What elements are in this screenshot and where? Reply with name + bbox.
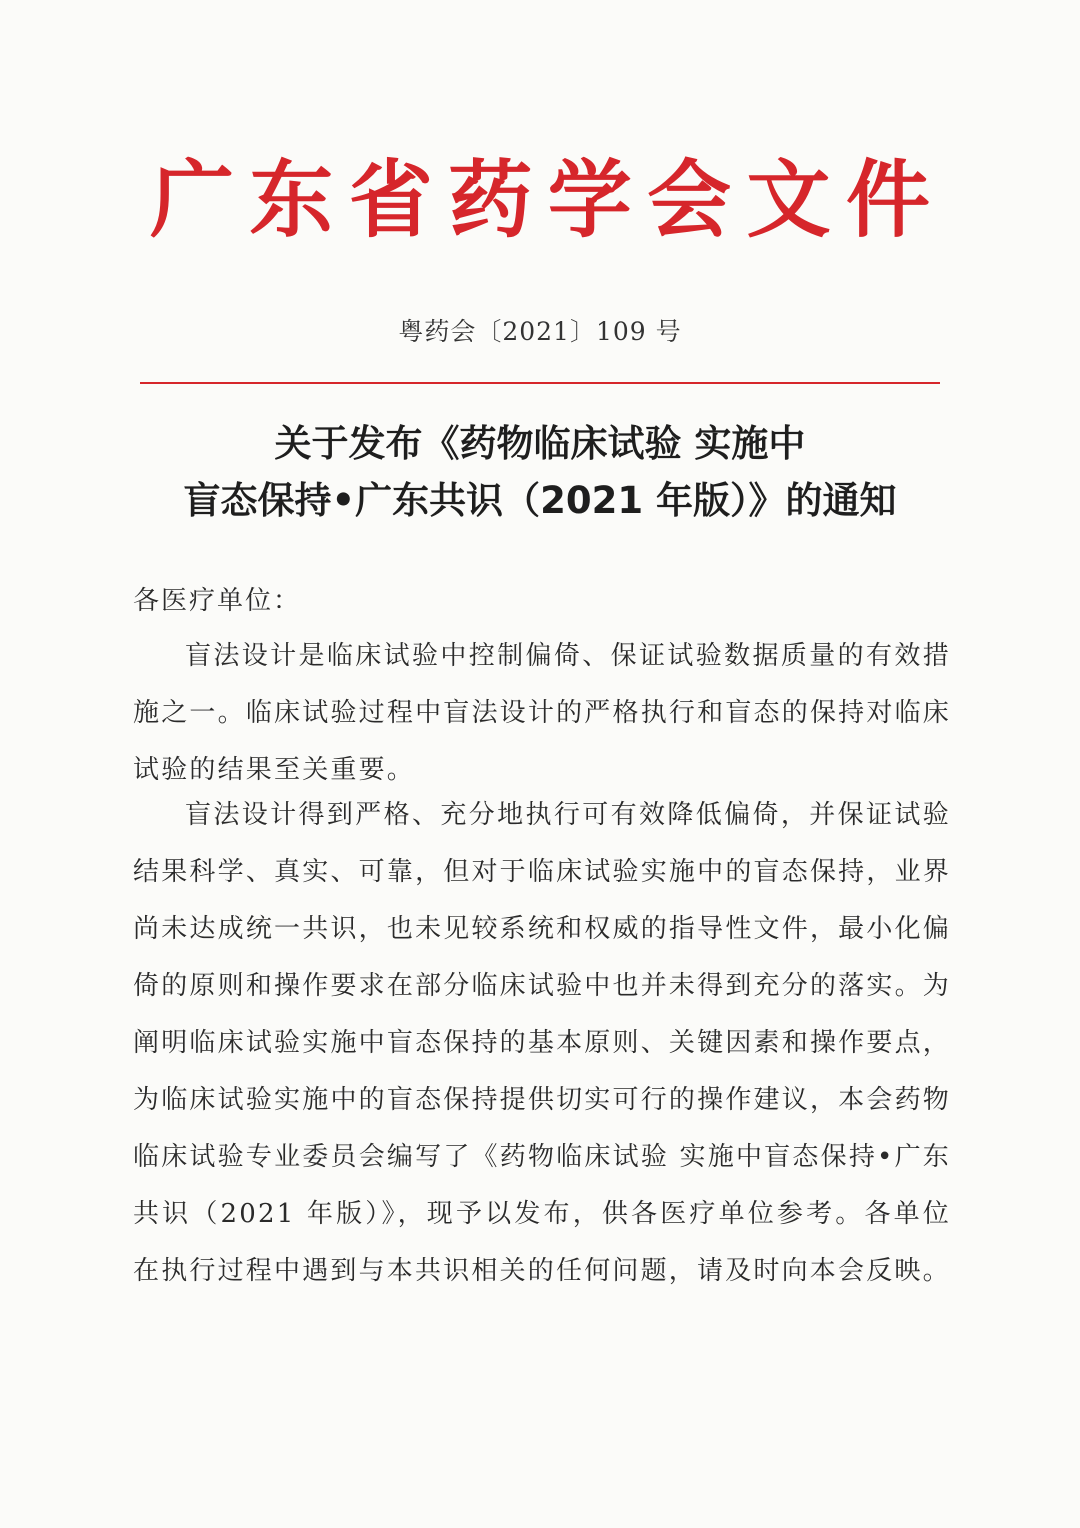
header-char: 广 — [150, 150, 235, 249]
header-char: 会 — [647, 150, 732, 249]
header-char: 省 — [348, 150, 433, 249]
document-number: 粤药会〔2021〕109 号 — [398, 317, 682, 346]
header-char: 文 — [746, 150, 831, 249]
paragraph-text: 盲法设计是临床试验中控制偏倚、保证试验数据质量的有效措施之一。临床试验过程中盲法设计的严格执行和盲态的保持对临床试验的结果至关重要。 — [133, 641, 951, 785]
header-divider — [140, 382, 940, 384]
title-line-1: 关于发布《药物临床试验 实施中 — [274, 422, 806, 465]
header-char: 学 — [547, 150, 632, 249]
header-char: 件 — [845, 150, 930, 249]
header-char: 药 — [448, 150, 533, 249]
body-paragraph-2 — [133, 787, 951, 1300]
salutation: 各医疗单位： — [133, 586, 302, 616]
header-char: 东 — [249, 150, 334, 249]
document-header — [150, 145, 930, 255]
notice-title — [100, 415, 980, 529]
title-line-2: 盲态保持•广东共识（2021 年版）》的通知 — [183, 479, 897, 522]
paragraph-text: 盲法设计得到严格、充分地执行可有效降低偏倚，并保证试验结果科学、真实、可靠，但对于临床试验实施中的盲态保持，业界尚未达成统一共识，也未见较系统和权威的指导性文件，最小化偏倚的原则和操作要求在部分临床试验中也并未得到充分的落实。为阐明临床试验实施中盲态保持的基本原则、关键因素和操作要点，为临床试验实施中的盲态保持提供切实可行的操作建议，本会药物临床试验专业委员会编写了《药物临床试验 实施中盲态保持•广东共识（2021 年版）》，现予以发布，供各医疗单位参考。各单位在执行过程中遇到与本共识相关的任何问题，请及时向本会反映。 — [133, 800, 951, 1286]
body-paragraph-1 — [133, 628, 951, 799]
